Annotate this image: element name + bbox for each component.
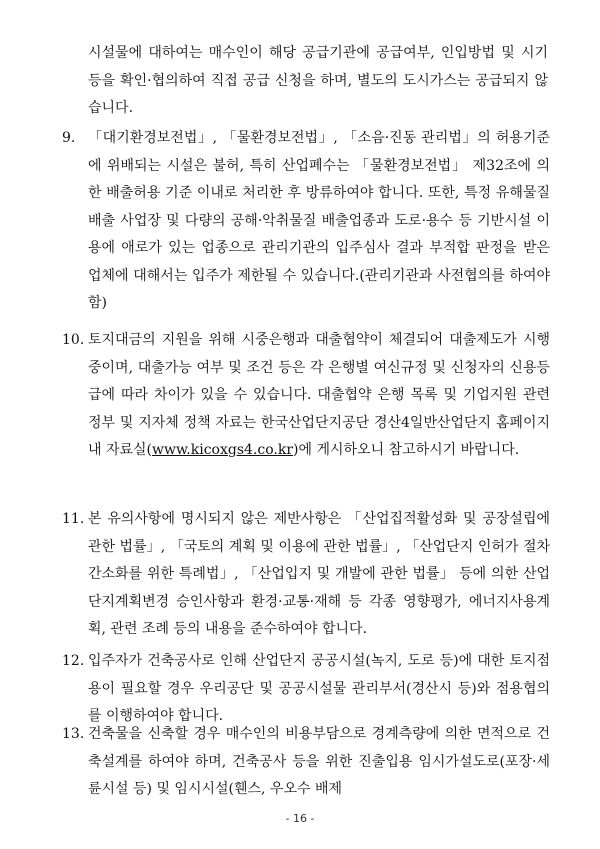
item-text: 건축물을 신축할 경우 매수인의 비용부담으로 경계측량에 의한 면적으로 건축설계를 하여야 하며, 건축공사 등을 위한 진출입용 임시가설도로(포장·세륜시설 등) 및 임시시설(휀스, 우오수 배제 xyxy=(88,726,550,797)
list-item-11 xyxy=(62,506,550,644)
item-number: 12. xyxy=(62,653,85,669)
item-text: 본 유의사항에 명시되지 않은 제반사항은 「산업집적활성화 및 공장설립에 관한 법률」, 「국토의 계획 및 이용에 관한 법률」, 「산업단지 인허가 절차 간소화를 위한 특례법」, 「산업입지 및 개발에 관한 법률」 등에 의한 산업단지계획변경 승인사항과 환경·교통·재해 등 각종 영향평가, 에너지사용계획, 관련 조례 등의 내용을 준수하여야 합니다. xyxy=(88,511,550,637)
website-link[interactable]: www.kicoxgs4.co.kr xyxy=(152,442,294,458)
item-text: 입주자가 건축공사로 인해 산업단지 공공시설(녹지, 도로 등)에 대한 토지점용이 필요할 경우 우리공단 및 공공시설물 관리부서(경산시 등)와 점용협의를 이행하여야 합니다. xyxy=(88,653,550,724)
item-text-before-link: 토지대금의 지원을 위해 시중은행과 대출협약이 체결되어 대출제도가 시행 중이며, 대출가능 여부 및 조건 등은 각 은행별 여신규정 및 신청자의 신용등급에 따라 차이가 있을 수 있습니다. 대출협약 은행 목록 및 기업지원 관련 정부 및 지자체 정책 자료는 한국산업단지공단 경산4일반산업단지 홈페이지내 자료실( xyxy=(88,332,550,458)
item-text-after-link: )에 게시하오니 참고하시기 바랍니다. xyxy=(293,442,520,458)
item-number: 13. xyxy=(62,726,85,742)
list-item-12 xyxy=(62,648,550,731)
list-item-13 xyxy=(62,721,550,804)
item-number: 10. xyxy=(62,332,85,348)
item-number: 9. xyxy=(62,130,76,146)
intro-paragraph: 시설물에 대하여는 매수인이 해당 공급기관에 공급여부, 인입방법 및 시기 등을 확인·협의하여 직접 공급 신청을 하며, 별도의 도시가스는 공급되지 않습니다. xyxy=(88,45,548,116)
item-text xyxy=(88,327,550,465)
item-text: 「대기환경보전법」, 「물환경보전법」, 「소음·진동 관리법」의 허용기준에 위배되는 시설은 불허, 특히 산업폐수는 「물환경보전법」 제32조에 의한 배출허용 기준 이내로 처리한 후 방류하여야 합니다. 또한, 특정 유해물질 배출 사업장 및 다량의 공해·악취물질 배출업종과 도로·용수 등 기반시설 이용에 애로가 있는 업종으로 관리기관의 입주심사 결과 부적합 판정을 받은 업체에 대해서는 입주가 제한될 수 있습니다.(관리기관과 사전협의를 하여야 함) xyxy=(88,130,550,311)
item-number: 11. xyxy=(62,511,85,527)
list-item-9 xyxy=(62,125,550,318)
list-item-10 xyxy=(62,327,550,465)
page-number: - 16 - xyxy=(285,812,315,825)
